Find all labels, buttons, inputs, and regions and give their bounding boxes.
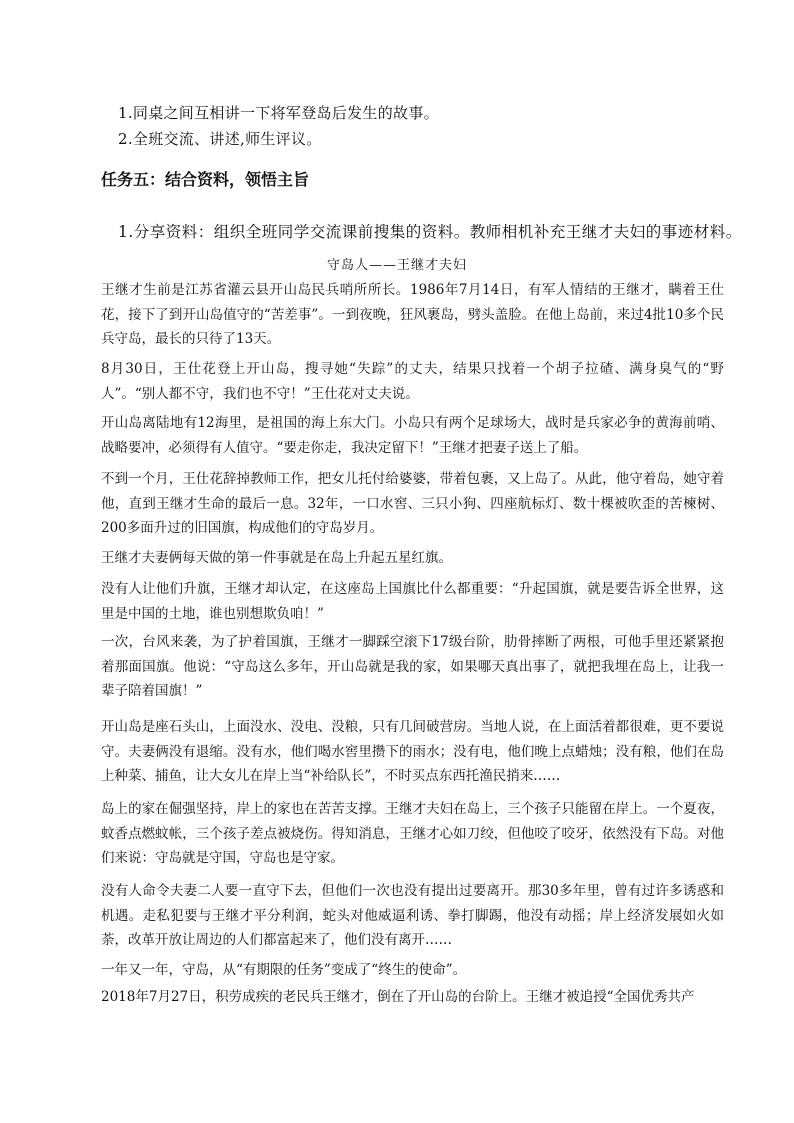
step-1: 1.同桌之间互相讲一下将军登岛后发生的故事。	[118, 104, 439, 122]
paragraph-11: 一年又一年，守岛，从“有期限的任务”变成了“终生的使命”。	[101, 962, 467, 978]
paragraph-5: 王继才夫妻俩每天做的第一件事就是在岛上升起五星红旗。	[101, 550, 452, 566]
paragraph-10: 没有人命令夫妻二人要一直守下去，但他们一次也没有提出过要离开。那30多年里，曾有过许多诱惑和机遇。走私犯要与王继才平分利润，蛇头对他威逼利诱、拳打脚踢，他没有动摇；岸上经济发展如火如荼，改革开放让周边的人们都富起来了，他们没有离开……	[101, 883, 724, 948]
step-2: 2.全班交流、讲述,师生评议。	[118, 130, 322, 148]
share-line: 1.分享资料：组织全班同学交流课前搜集的资料。教师相机补充王继才夫妇的事迹材料。	[118, 223, 742, 241]
article-title: 守岛人——王继才夫妇	[326, 258, 467, 273]
paragraph-8: 开山岛是座石头山，上面没水、没电、没粮，只有几间破营房。当地人说，在上面活着都很难，更不要说守。夫妻俩没有退缩。没有水，他们喝水窖里攒下的雨水；没有电，他们晚上点蜡烛；没有粮，他们在岛上种菜、捕鱼，让大女儿在岸上当“补给队长”，不时买点东西托渔民捎来……	[101, 719, 724, 784]
paragraph-12: 2018年7月27日，积劳成疾的老民兵王继才，倒在了开山岛的台阶上。王继才被追授“全国优秀共产	[101, 989, 695, 1005]
paragraph-6: 没有人让他们升旗，王继才却认定，在这座岛上国旗比什么都重要：“升起国旗，就是要告诉全世界，这里是中国的土地，谁也别想欺负咱！”	[101, 581, 724, 622]
task-heading: 任务五：结合资料，领悟主旨	[101, 170, 310, 189]
paragraph-2: 8月30日，王仕花登上开山岛，搜寻她“失踪”的丈夫，结果只找着一个胡子拉碴、满身臭气的“野人”。“别人都不守，我们也不守！”王仕花对丈夫说。	[101, 361, 724, 402]
paragraph-4: 不到一个月，王仕花辞掉教师工作，把女儿托付给婆婆，带着包裹，又上岛了。从此，他守着岛，她守着他，直到王继才生命的最后一息。32年，一口水窖、三只小狗、四座航标灯、数十棵被吹歪的苦楝树、200多面升过的旧国旗，构成他们的守岛岁月。	[101, 471, 724, 536]
paragraph-7: 一次，台风来袭，为了护着国旗，王继才一脚踩空滚下17级台阶，肋骨摔断了两根，可他手里还紧紧抱着那面国旗。他说：“守岛这么多年，开山岛就是我的家，如果哪天真出事了，就把我埋在岛上，让我一辈子陪着国旗！”	[101, 634, 724, 699]
paragraph-1: 王继才生前是江苏省灌云县开山岛民兵哨所所长。1986年7月14日，有军人情结的王继才，瞒着王仕花，接下了到开山岛值守的“苦差事”。一到夜晚，狂风裹岛，劈头盖脸。在他上岛前，来过4批10多个民兵守岛，最长的只待了13天。	[101, 282, 724, 347]
paragraph-3: 开山岛离陆地有12海里，是祖国的海上东大门。小岛只有两个足球场大，战时是兵家必争的黄海前哨、战略要冲，必须得有人值守。“要走你走，我决定留下！”王继才把妻子送上了船。	[101, 415, 724, 456]
paragraph-9: 岛上的家在倔强坚持，岸上的家也在苦苦支撑。王继才夫妇在岛上，三个孩子只能留在岸上。一个夏夜，蚊香点燃蚊帐，三个孩子差点被烧伤。得知消息，王继才心如刀绞，但他咬了咬牙，依然没有下岛。对他们来说：守岛就是守国，守岛也是守家。	[101, 801, 724, 866]
